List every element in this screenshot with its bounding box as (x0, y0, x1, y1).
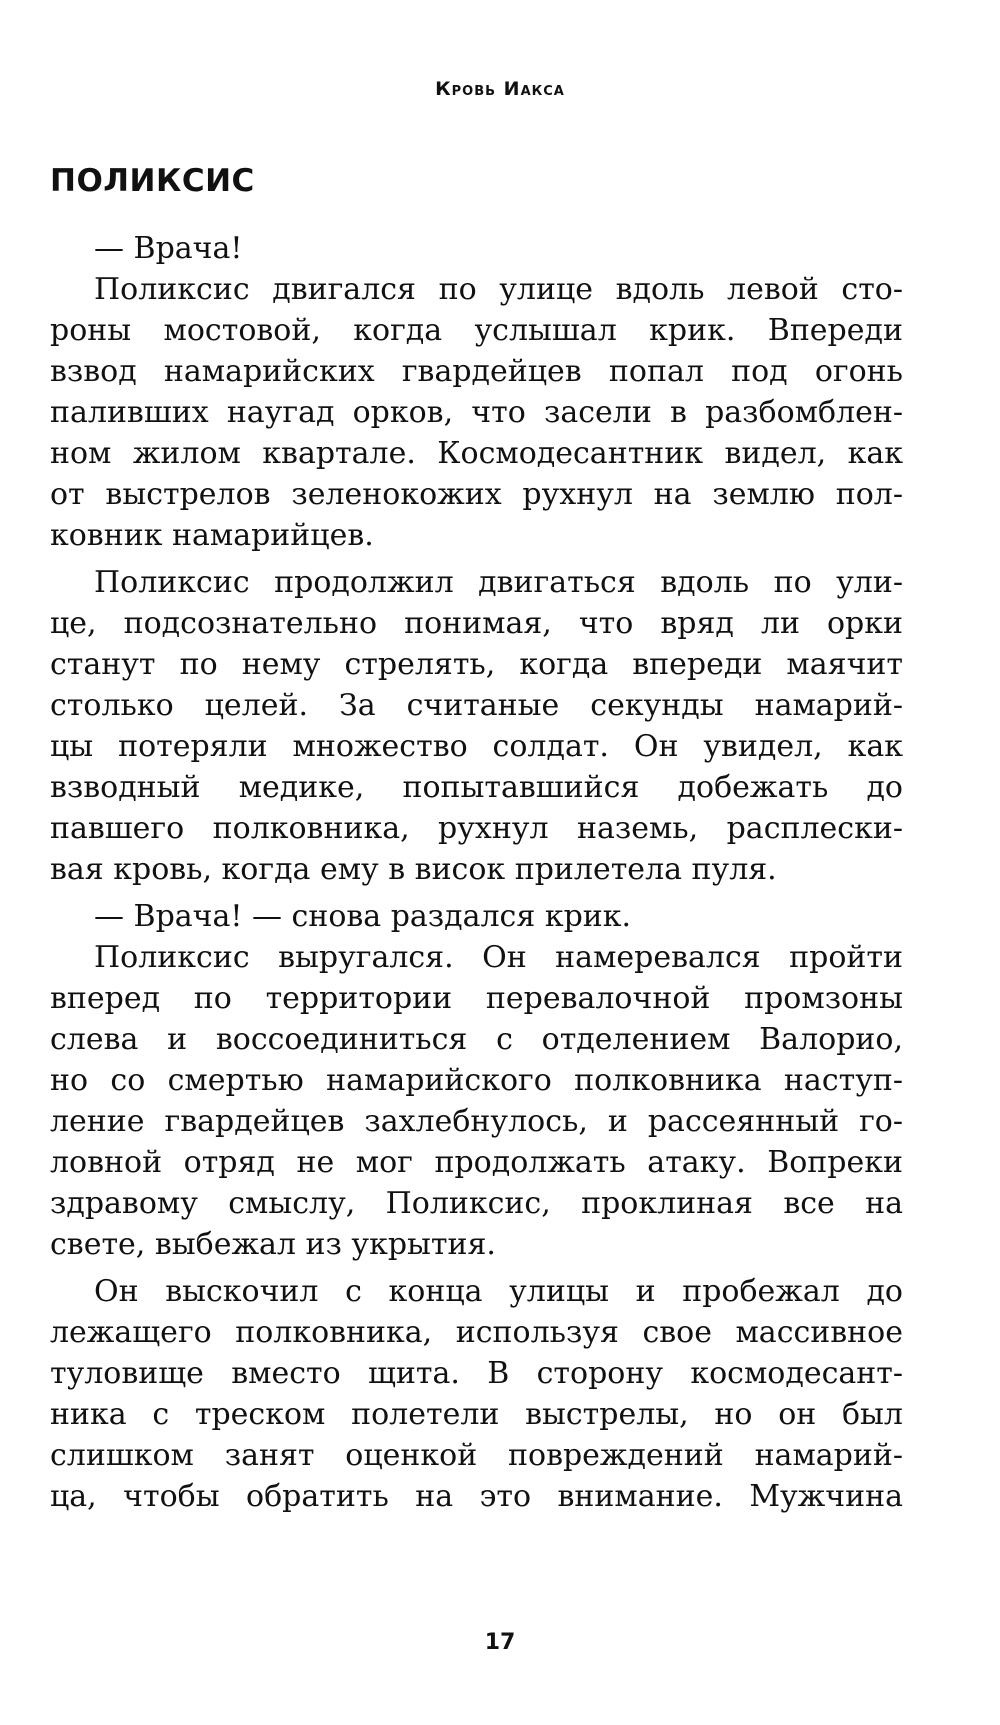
text-line: ление гвардейцев захлебнулось, и рассеянный го- (50, 1104, 903, 1139)
text-line: станут по нему стрелять, когда впереди маячит (50, 647, 903, 682)
chapter-title: ПОЛИКСИС (50, 163, 255, 199)
text-line: ника с треском полетели выстрелы, но он был (50, 1397, 903, 1432)
text-line: ном жилом квартале. Космодесантник видел, как (50, 436, 903, 471)
text-line: ца, чтобы обратить на это внимание. Мужчина (50, 1479, 903, 1514)
text-line: слева и воссоединиться с отделением Валорио, (50, 1022, 903, 1057)
paragraph (50, 269, 903, 556)
text-line: цы потеряли множество солдат. Он увидел, как (50, 729, 903, 764)
text-line: но со смертью намарийского полковника наступ- (50, 1063, 903, 1098)
text-line: це, подсознательно понимая, что вряд ли орки (50, 606, 903, 641)
body-text (50, 228, 903, 1517)
text-line: столько целей. За считаные секунды намарий- (50, 688, 903, 723)
text-line: роны мостовой, когда услышал крик. Впереди (50, 313, 903, 348)
text-line: вперед по территории перевалочной промзоны (50, 981, 903, 1016)
text-line: паливших наугад орков, что засели в разбомблен- (50, 395, 903, 430)
text-line: ловной отряд не мог продолжать атаку. Вопреки (50, 1145, 903, 1180)
text-line: Поликсис продолжил двигаться вдоль по ули- (94, 565, 903, 600)
text-line: вая кровь, когда ему в висок прилетела пуля. (50, 852, 777, 887)
paragraph (50, 562, 903, 890)
text-line: туловище вместо щита. В сторону космодесант- (50, 1356, 903, 1391)
text-line: Поликсис двигался по улице вдоль левой сто- (94, 272, 903, 307)
text-line: Он выскочил с конца улицы и пробежал до (94, 1274, 903, 1309)
text-line: — Врача! — снова раздался крик. (94, 899, 632, 934)
paragraph (50, 937, 903, 1265)
paragraph (50, 228, 903, 269)
text-line: свете, выбежал из укрытия. (50, 1227, 496, 1262)
page-number: 17 (484, 1630, 516, 1655)
text-line: от выстрелов зеленокожих рухнул на землю пол- (50, 477, 903, 512)
text-line: слишком занят оценкой повреждений намарий- (50, 1438, 903, 1473)
text-line: взвод намарийских гвардейцев попал под огонь (50, 354, 903, 389)
running-head: Кровь Иакса (435, 78, 565, 100)
paragraph (50, 896, 903, 937)
text-line: Поликсис выругался. Он намеревался пройти (94, 940, 903, 975)
paragraph (50, 1271, 903, 1517)
text-line: ковник намарийцев. (50, 518, 374, 553)
text-line: взводный медике, попытавшийся добежать до (50, 770, 903, 805)
text-line: лежащего полковника, используя свое массивное (50, 1315, 903, 1350)
text-line: — Врача! (94, 231, 243, 266)
text-line: павшего полковника, рухнул наземь, расплески- (50, 811, 903, 846)
text-line: здравому смыслу, Поликсис, проклиная все на (50, 1186, 903, 1221)
